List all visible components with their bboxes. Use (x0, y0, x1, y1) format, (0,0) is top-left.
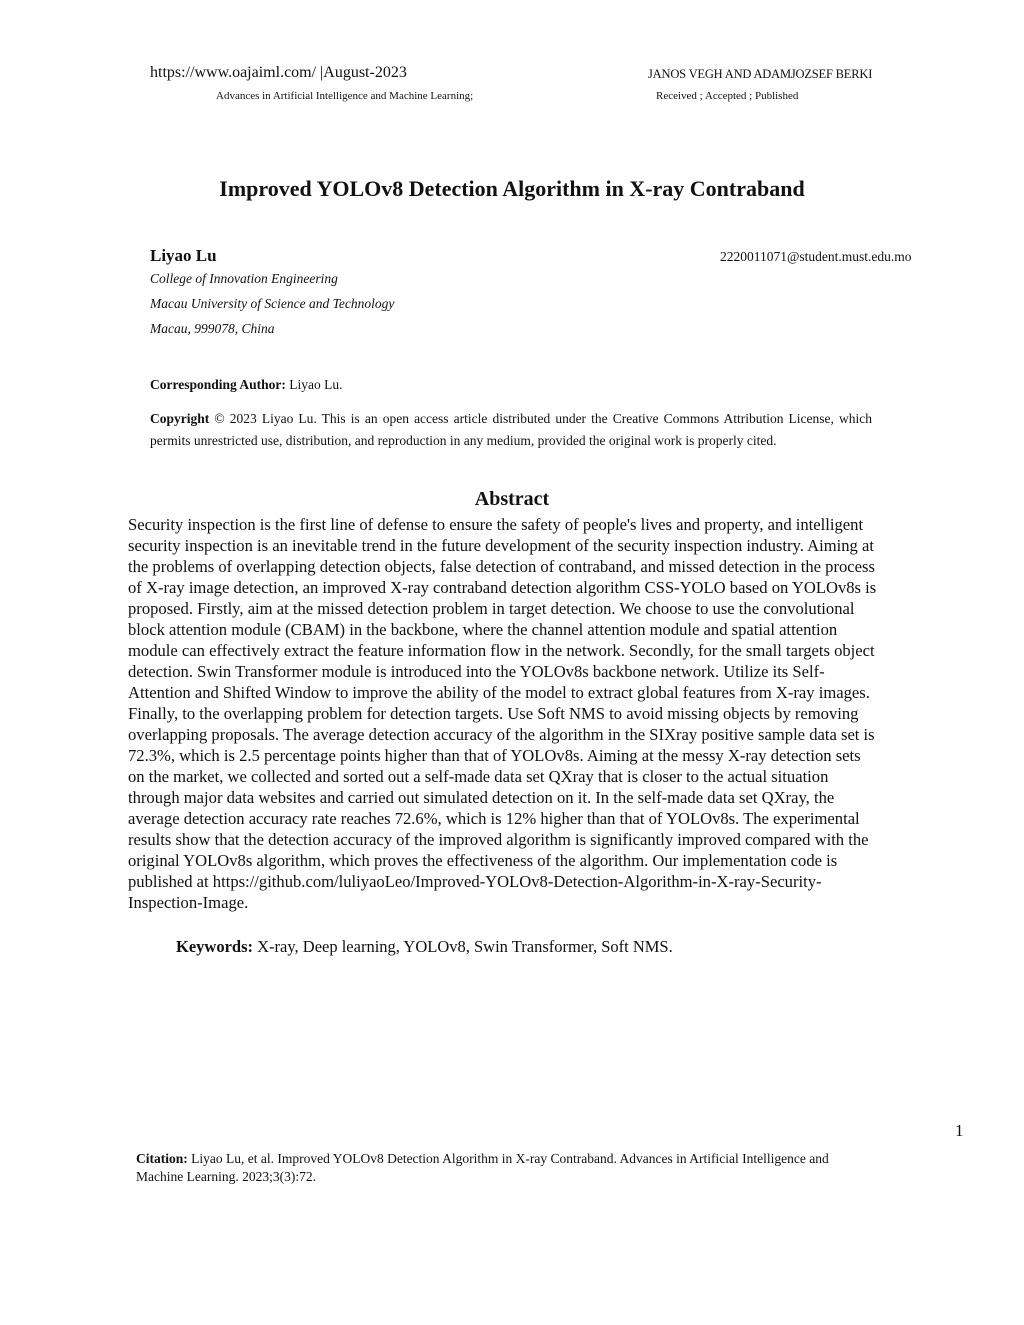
paper-title: Improved YOLOv8 Detection Algorithm in X-ray Contraband (219, 176, 805, 201)
abstract-line: the problems of overlapping detection objects, false detection of contraband, and missed detection in the process (128, 557, 875, 576)
citation-label: Citation: (136, 1151, 188, 1166)
abstract-line: Attention and Shifted Window to improve the ability of the model to extract global features from X-ray images. (128, 683, 870, 702)
keywords (176, 937, 673, 957)
header-publication-dates: Received ; Accepted ; Published (656, 90, 799, 102)
citation-text-1: Liyao Lu, et al. Improved YOLOv8 Detection Algorithm in X-ray Contraband. Advances in Artificial Intelligence and (191, 1151, 829, 1166)
author-affiliation-university: Macau University of Science and Technology (150, 296, 395, 311)
author-affiliation-college: College of Innovation Engineering (150, 271, 338, 286)
corresponding-author-name: Liyao Lu. (289, 377, 343, 392)
abstract-line: proposed. Firstly, aim at the missed detection problem in target detection. We choose to use the convolutional (128, 599, 855, 618)
page-number: 1 (955, 1121, 964, 1140)
abstract-line: Inspection-Image. (128, 893, 249, 912)
corresponding-author (150, 377, 343, 393)
abstract-line: results show that the detection accuracy of the improved algorithm is significantly improved compared with the (128, 830, 869, 849)
abstract-line: average detection accuracy rate reaches 72.6%, which is 12% higher than that of YOLOv8s. The experimental (128, 809, 860, 828)
abstract-heading: Abstract (474, 488, 550, 510)
abstract-body (128, 514, 960, 913)
author-affiliation-location: Macau, 999078, China (150, 321, 275, 336)
abstract-line: overlapping proposals. The average detection accuracy of the algorithm in the SIXray positive sample data set is (128, 725, 875, 744)
citation (136, 1150, 926, 1186)
citation-text-2: Machine Learning. 2023;3(3):72. (136, 1169, 316, 1184)
author-email: 2220011071@student.must.edu.mo (720, 249, 912, 264)
abstract-line: Finally, to the overlapping problem for detection targets. Use Soft NMS to avoid missing objects by removing (128, 704, 859, 723)
copyright-notice (150, 408, 872, 452)
copyright-label: Copyright (150, 411, 210, 426)
header-running-authors: JANOS VEGH AND ADAMJOZSEF BERKI (648, 67, 873, 81)
header-url-date: https://www.oajaiml.com/ |August-2023 (150, 64, 407, 81)
abstract-line: on the market, we collected and sorted out a self-made data set QXray that is closer to the actual situation (128, 767, 829, 786)
abstract-line: module can effectively extract the feature information flow in the network. Secondly, for the small targets object (128, 641, 875, 660)
abstract-line: security inspection is an inevitable trend in the future development of the security inspection industry. Aiming at (128, 536, 874, 555)
abstract-line: 72.3%, which is 2.5 percentage points higher than that of YOLOv8s. Aiming at the messy X-ray detection sets (128, 746, 861, 765)
corresponding-author-label: Corresponding Author: (150, 377, 286, 392)
copyright-text: © 2023 Liyao Lu. This is an open access article distributed under the Creative Commons Attribution License, which permits unrestricted use, distribution, and reproduction in any medium, provided the original work is properly cited. (150, 411, 873, 448)
keywords-text: X-ray, Deep learning, YOLOv8, Swin Transformer, Soft NMS. (257, 937, 673, 956)
abstract-line: through major data websites and carried out simulated detection on it. In the self-made data set QXray, the (128, 788, 835, 807)
citation-line-1 (136, 1150, 926, 1168)
header-journal-name: Advances in Artificial Intelligence and Machine Learning; (216, 90, 474, 102)
abstract-line: published at https://github.com/luliyaoLeo/Improved-YOLOv8-Detection-Algorithm-in-X-ray-Security- (128, 872, 822, 891)
keywords-label: Keywords: (176, 937, 253, 956)
abstract-line: of X-ray image detection, an improved X-ray contraband detection algorithm CSS-YOLO based on YOLOv8s is (128, 578, 877, 597)
abstract-line: original YOLOv8s algorithm, which proves the effectiveness of the algorithm. Our implementation code is (128, 851, 838, 870)
abstract-line: block attention module (CBAM) in the backbone, where the channel attention module and spatial attention (128, 620, 838, 639)
author-name: Liyao Lu (150, 246, 217, 265)
abstract-line: Security inspection is the first line of defense to ensure the safety of people's lives and property, and intelligent (128, 515, 864, 534)
abstract-line: detection. Swin Transformer module is introduced into the YOLOv8s backbone network. Utilize its Self- (128, 662, 825, 681)
